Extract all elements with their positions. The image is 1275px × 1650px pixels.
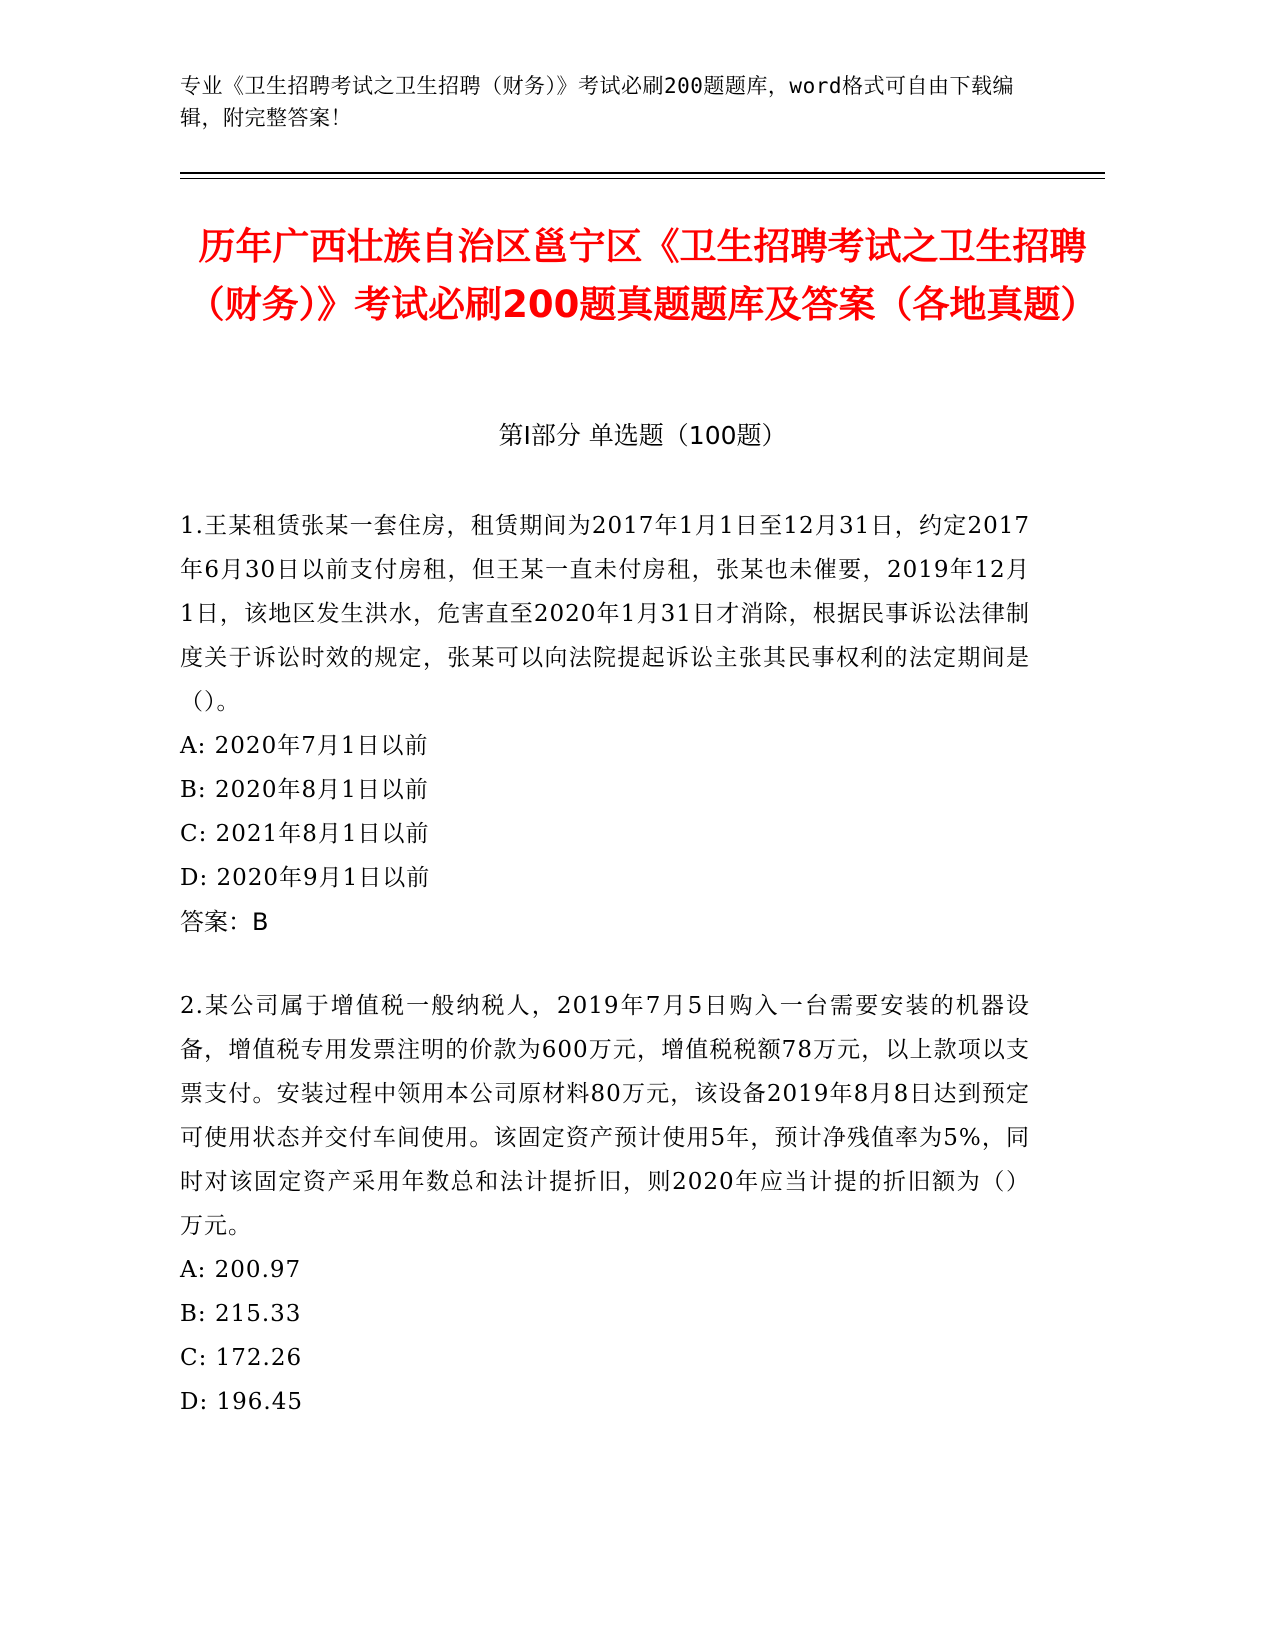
question-stem: 1.王某租赁张某一套住房，租赁期间为2017年1月1日至12月31日，约定2017年6月30日以前支付房租，但王某一直未付房租，张某也未催要，2019年12月1日，该地区发生洪水，危害直至2020年1月31日才消除，根据民事诉讼法律制度关于诉讼时效的规定，张某可以向法院提起诉讼主张其民事权利的法定期间是（）。 bbox=[180, 513, 1030, 715]
header-divider-thin bbox=[180, 178, 1105, 179]
document-title: 历年广西壮族自治区邕宁区《卫生招聘考试之卫生招聘（财务）》考试必刷200题真题题库及答案（各地真题） bbox=[187, 225, 1098, 326]
option-a: A: 2020年7月1日以前 bbox=[180, 733, 429, 759]
answer: 答案：B bbox=[180, 908, 269, 936]
header-note: 专业《卫生招聘考试之卫生招聘（财务）》考试必刷200题题库，word格式可自由下载编辑，附完整答案！ bbox=[180, 74, 1014, 130]
section-title: 第Ⅰ部分 单选题（100题） bbox=[498, 421, 787, 450]
option-a: A: 200.97 bbox=[180, 1257, 302, 1283]
option-c: C: 2021年8月1日以前 bbox=[180, 821, 430, 847]
option-d: D: 2020年9月1日以前 bbox=[180, 865, 431, 891]
option-c: C: 172.26 bbox=[180, 1345, 303, 1371]
question-stem: 2.某公司属于增值税一般纳税人，2019年7月5日购入一台需要安装的机器设备，增值税专用发票注明的价款为600万元，增值税税额78万元，以上款项以支票支付。安装过程中领用本公司原材料80万元，该设备2019年8月8日达到预定可使用状态并交付车间使用。该固定资产预计使用5年，预计净残值率为5%，同时对该固定资产采用年数总和法计提折旧，则2020年应当计提的折旧额为（）万元。 bbox=[180, 993, 1030, 1239]
option-d: D: 196.45 bbox=[180, 1389, 303, 1415]
option-b: B: 215.33 bbox=[180, 1301, 302, 1327]
question-1 bbox=[180, 504, 1030, 944]
option-b: B: 2020年8月1日以前 bbox=[180, 777, 429, 803]
header-divider-thick bbox=[180, 172, 1105, 174]
question-2 bbox=[180, 984, 1030, 1424]
